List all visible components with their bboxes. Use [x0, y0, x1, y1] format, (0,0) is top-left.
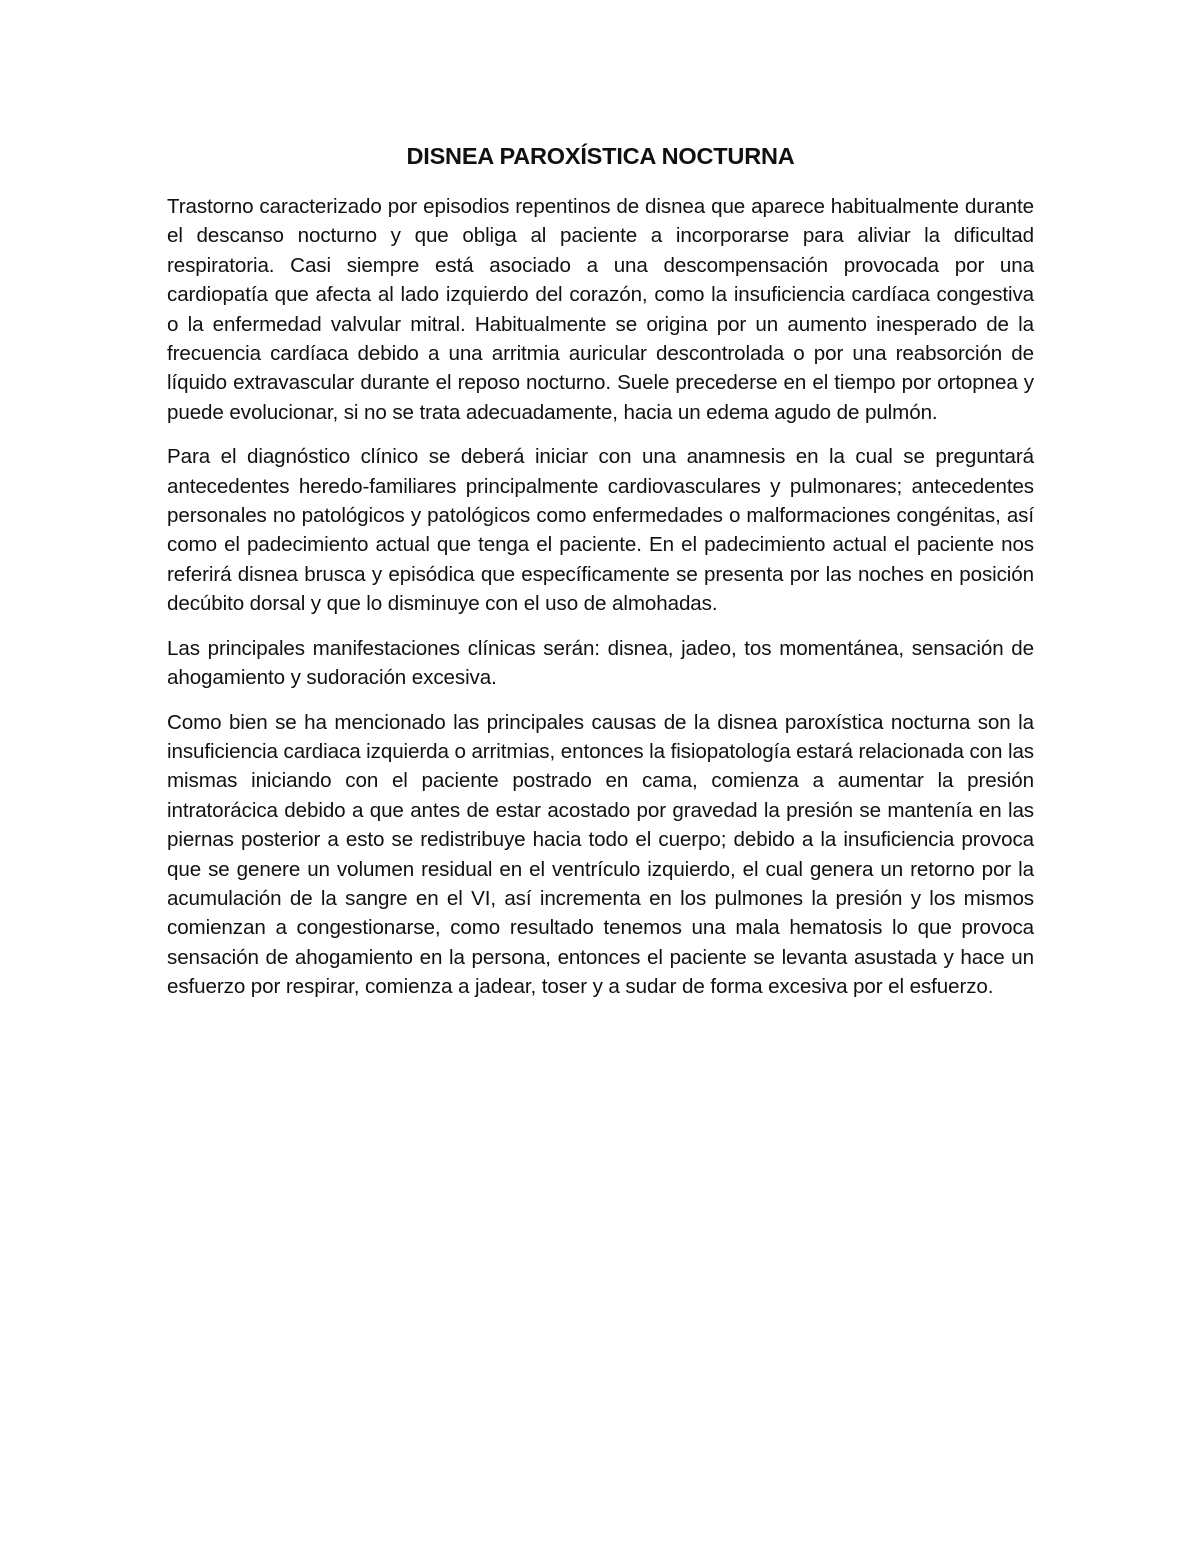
- paragraph-definition: Trastorno caracterizado por episodios repentinos de disnea que aparece habitualmente durante el descanso nocturno y que obliga al paciente a incorporarse para aliviar la dificultad respiratoria. Casi siempre está asociado a una descompensación provocada por una cardiopatía que afecta al lado izquierdo del corazón, como la insuficiencia cardíaca congestiva o la enfermedad valvular mitral. Habitualmente se origina por un aumento inesperado de la frecuencia cardíaca debido a una arritmia auricular descontrolada o por una reabsorción de líquido extravascular durante el reposo nocturno. Suele precederse en el tiempo por ortopnea y puede evolucionar, si no se trata adecuadamente, hacia un edema agudo de pulmón.: [167, 195, 1034, 424]
- paragraph-diagnosis: Para el diagnóstico clínico se deberá iniciar con una anamnesis en la cual se preguntará antecedentes heredo-familiares principalmente cardiovasculares y pulmonares; antecedentes personales no patológicos y patológicos como enfermedades o malformaciones congénitas, así como el padecimiento actual que tenga el paciente. En el padecimiento actual el paciente nos referirá disnea brusca y episódica que específicamente se presenta por las noches en posición decúbito dorsal y que lo disminuye con el uso de almohadas.: [167, 445, 1034, 616]
- document-title: DISNEA PAROXÍSTICA NOCTURNA: [406, 143, 795, 169]
- paragraph-pathophysiology: Como bien se ha mencionado las principales causas de la disnea paroxística nocturna son la insuficiencia cardiaca izquierda o arritmias, entonces la fisiopatología estará relacionada con las mismas iniciando con el paciente postrado en cama, comienza a aumentar la presión intratorácica debido a que antes de estar acostado por gravedad la presión se mantenía en las piernas posterior a esto se redistribuye hacia todo el cuerpo; debido a la insuficiencia provoca que se genere un volumen residual en el ventrículo izquierdo, el cual genera un retorno por la acumulación de la sangre en el VI, así incrementa en los pulmones la presión y los mismos comienzan a congestionarse, como resultado tenemos una mala hematosis lo que provoca sensación de ahogamiento en la persona, entonces el paciente se levanta asustada y hace un esfuerzo por respirar, comienza a jadear, toser y a sudar de forma excesiva por el esfuerzo.: [167, 710, 1034, 999]
- document-body: [167, 140, 1034, 1017]
- paragraph-manifestations: Las principales manifestaciones clínicas serán: disnea, jadeo, tos momentánea, sensación de ahogamiento y sudoración excesiva.: [167, 636, 1034, 690]
